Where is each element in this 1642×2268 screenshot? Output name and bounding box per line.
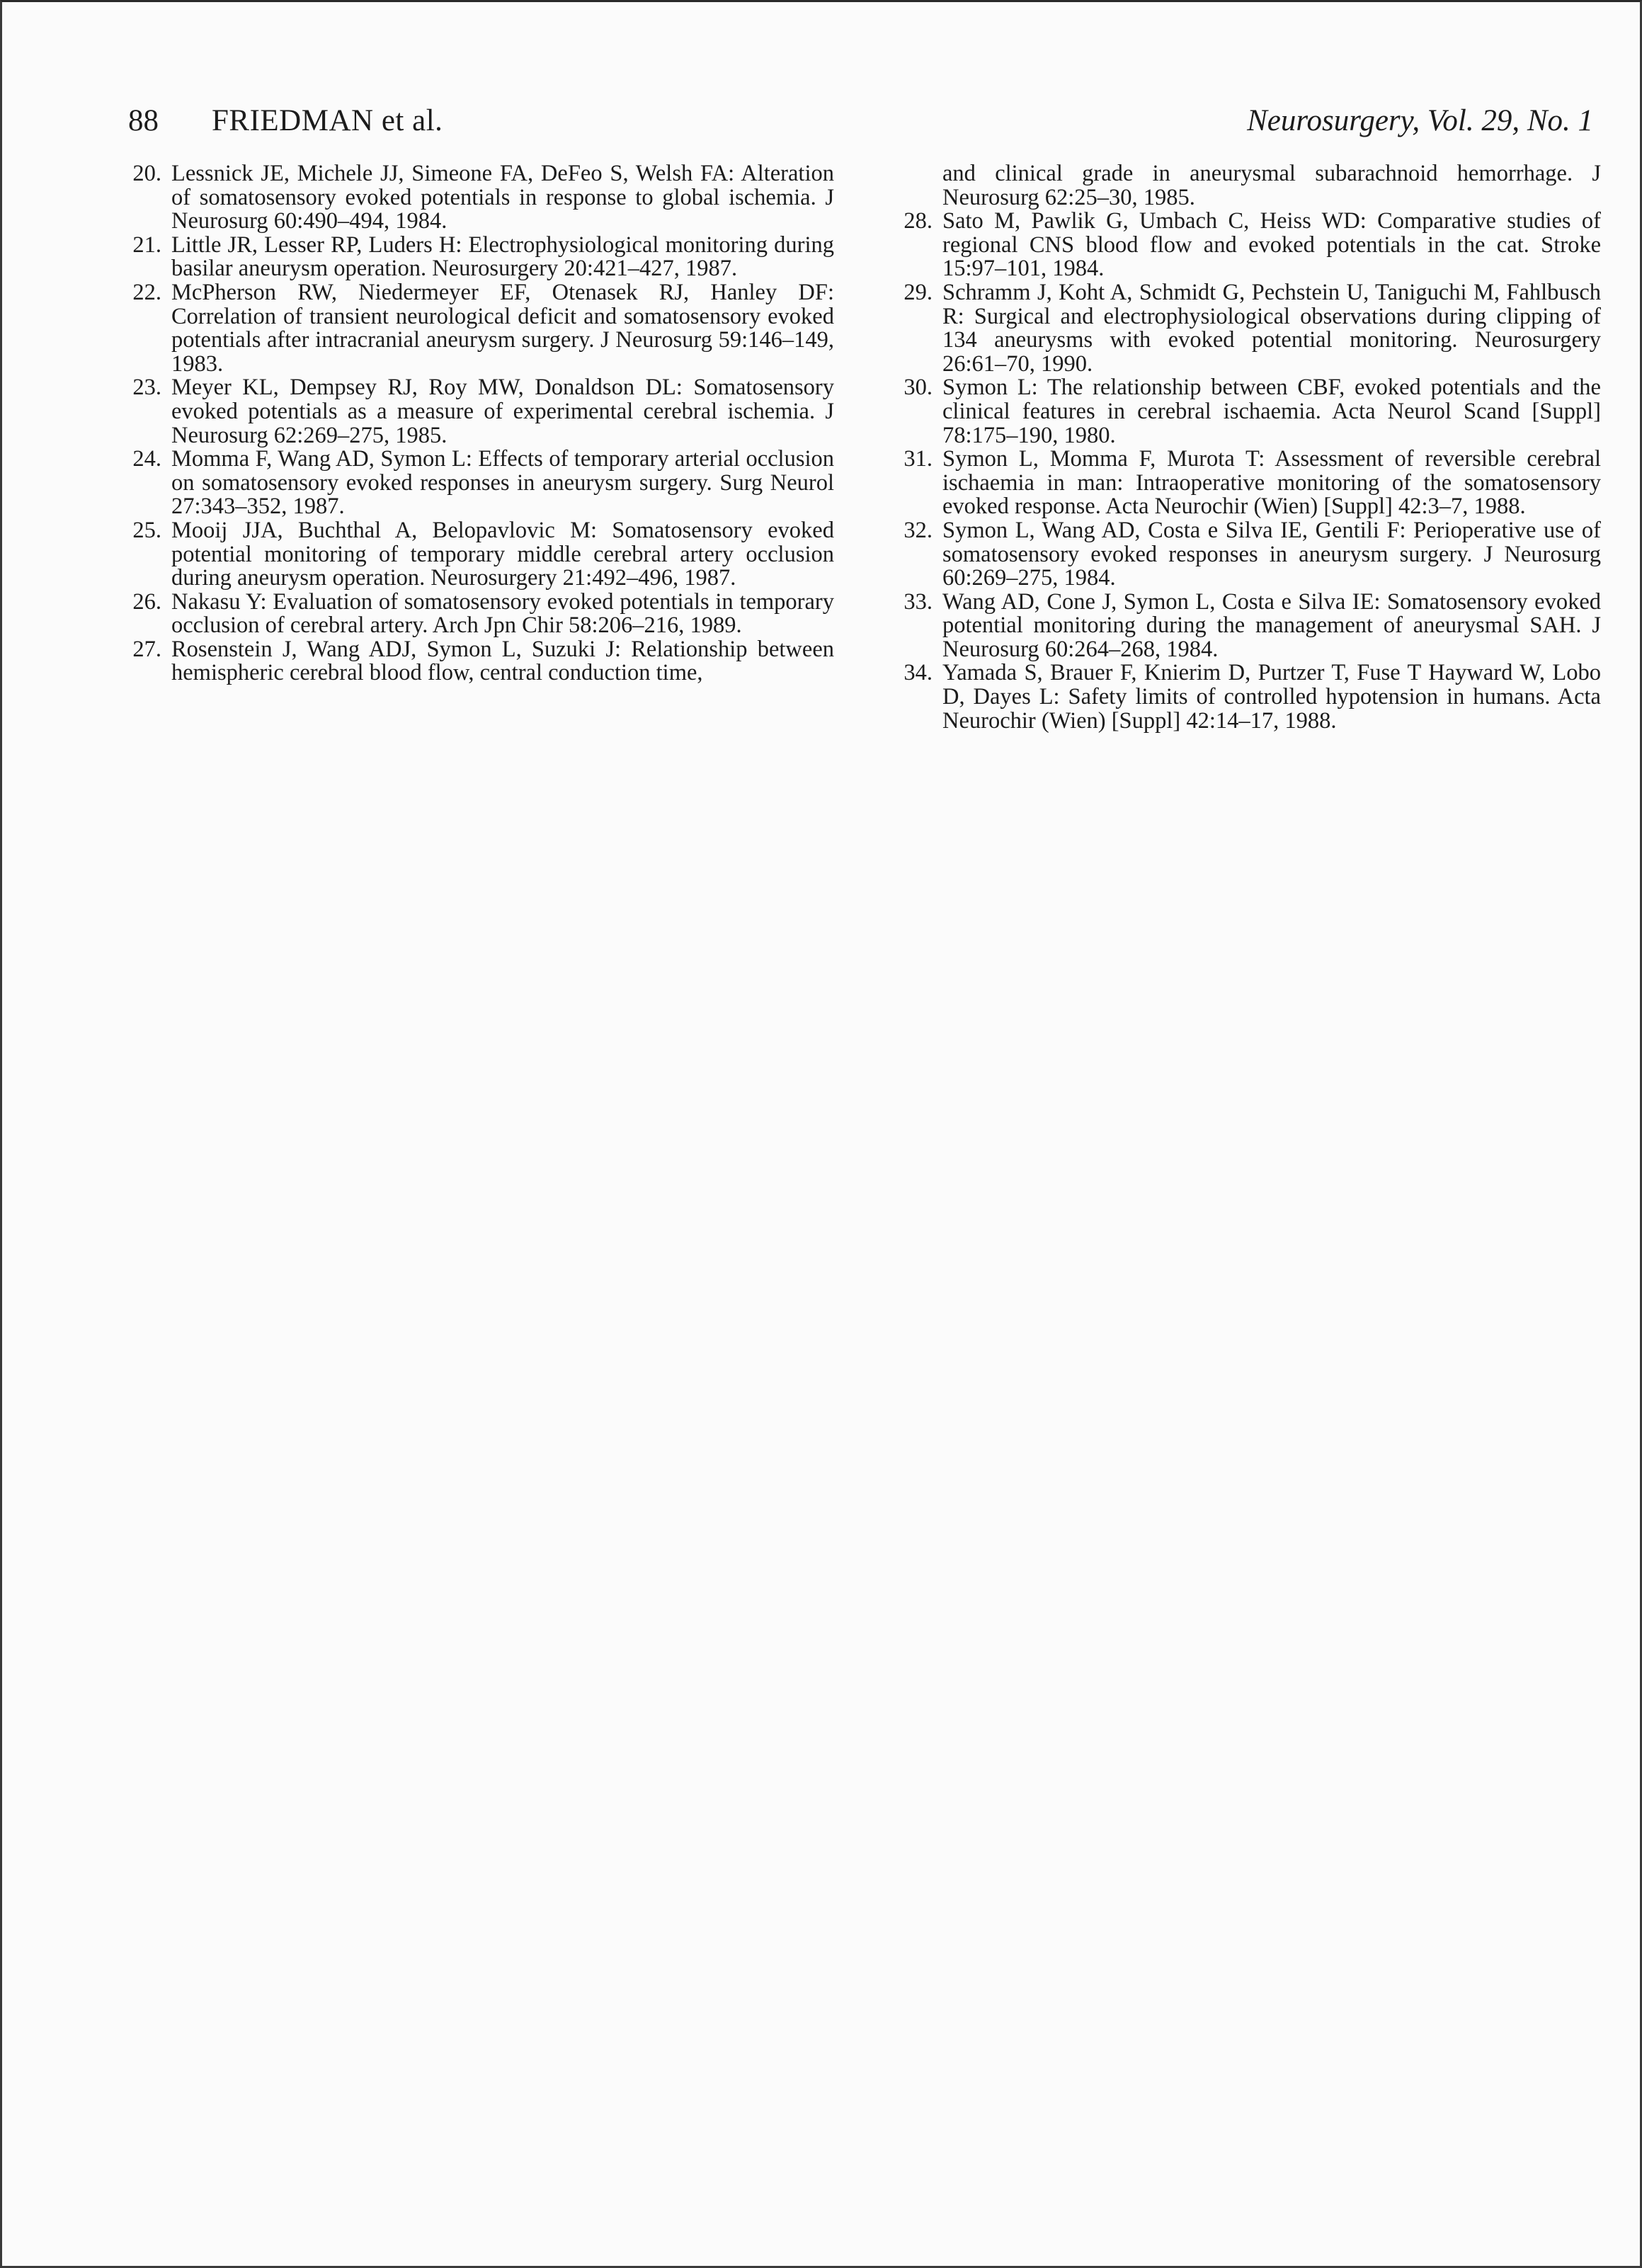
reference-number: 30. [903,375,933,401]
reference-text: Rosenstein J, Wang ADJ, Symon L, Suzuki J: Relationship between hemispheric cerebral blood flow, central conduction time, [171,636,834,686]
reference-item [903,446,1601,520]
reference-number: 31. [903,446,933,472]
reference-item [132,588,834,639]
reference-item-continued [942,162,1601,210]
reference-item [903,208,1601,282]
reference-item [903,660,1601,734]
page-number: 88 [128,104,159,137]
reference-text: Yamada S, Brauer F, Knierim D, Purtzer T, Fuse T Hayward W, Lobo D, Dayes L: Safety limits of controlled hypotension in humans. Acta Neurochir (Wien) [Suppl] 42:14–17, 1988. [942,660,1601,734]
page-header [128,100,1593,142]
reference-item [903,279,1601,377]
reference-item [132,375,834,448]
reference-text: Meyer KL, Dempsey RJ, Roy MW, Donaldson DL: Somatosensory evoked potentials as a measure of experimental cerebral ischemia. J Neurosurg 62:269–275, 1985. [171,375,834,448]
reference-text: Nakasu Y: Evaluation of somatosensory evoked potentials in temporary occlusion of cerebral artery. Arch Jpn Chir 58:206–216, 1989. [171,588,834,639]
reference-number: 34. [903,660,933,686]
reference-item [132,446,834,520]
reference-number: 32. [903,517,933,543]
reference-number: 27. [132,636,161,662]
reference-text: McPherson RW, Niedermeyer EF, Otenasek RJ, Hanley DF: Correlation of transient neurological deficit and somatosensory evoked potentials after intracranial aneurysm surgery. J Neurosurg 59:146–149, 1983. [171,279,834,377]
reference-item [132,279,834,377]
reference-number: 20. [132,161,161,186]
reference-column-left [132,161,834,686]
reference-number: 25. [132,517,161,543]
reference-item [903,375,1601,448]
reference-number: 22. [132,279,161,305]
reference-number: 29. [903,279,933,305]
reference-text: Wang AD, Cone J, Symon L, Costa e Silva IE: Somatosensory evoked potential monitoring during the management of aneurysmal SAH. J Neurosurg 60:264–268, 1984. [942,588,1601,662]
reference-number: 26. [132,588,161,615]
reference-item [132,232,834,282]
reference-item [903,517,1601,591]
reference-text: and clinical grade in aneurysmal subarachnoid hemorrhage. J Neurosurg 62:25–30, 1985. [942,161,1601,210]
reference-text: Symon L, Momma F, Murota T: Assessment of reversible cerebral ischaemia in man: Intraoperative monitoring of the somatosensory evoked response. Acta Neurochir (Wien) [Suppl] 42:3–7, 1988. [942,446,1601,520]
reference-item [132,517,834,591]
reference-number: 28. [903,208,933,234]
reference-column-right [903,161,1601,734]
reference-text: Mooij JJA, Buchthal A, Belopavlovic M: Somatosensory evoked potential monitoring of temporary middle cerebral artery occlusion during aneurysm operation. Neurosurgery 21:492–496, 1987. [171,517,834,591]
reference-item [903,588,1601,662]
reference-number: 33. [903,588,933,615]
reference-text: Schramm J, Koht A, Schmidt G, Pechstein U, Taniguchi M, Fahlbusch R: Surgical and electrophysiological observations during clipping of 134 aneurysms with evoked potential monitoring. Neurosurgery 26:61–70, 1990. [942,279,1601,377]
reference-number: 21. [132,232,161,258]
reference-text: Lessnick JE, Michele JJ, Simeone FA, DeFeo S, Welsh FA: Alteration of somatosensory evoked potentials in response to global ischemia. J Neurosurg 60:490–494, 1984. [171,161,834,234]
reference-number: 23. [132,375,161,401]
reference-text: Symon L, Wang AD, Costa e Silva IE, Gentili F: Perioperative use of somatosensory evoked responses in aneurysm surgery. J Neurosurg 60:269–275, 1984. [942,517,1601,591]
reference-text: Symon L: The relationship between CBF, evoked potentials and the clinical features in cerebral ischaemia. Acta Neurol Scand [Suppl] 78:175–190, 1980. [942,375,1601,448]
reference-text: Little JR, Lesser RP, Luders H: Electrophysiological monitoring during basilar aneurysm operation. Neurosurgery 20:421–427, 1987. [171,232,834,282]
journal-info: Neurosurgery, Vol. 29, No. 1 [1247,104,1593,137]
running-head: FRIEDMAN et al. [212,104,443,137]
reference-item [132,161,834,234]
reference-text: Sato M, Pawlik G, Umbach C, Heiss WD: Comparative studies of regional CNS blood flow and evoked potentials in the cat. Stroke 15:97–101, 1984. [942,208,1601,282]
reference-number: 24. [132,446,161,472]
reference-item [132,636,834,686]
reference-text: Momma F, Wang AD, Symon L: Effects of temporary arterial occlusion on somatosensory evoked responses in aneurysm surgery. Surg Neurol 27:343–352, 1987. [171,446,834,520]
